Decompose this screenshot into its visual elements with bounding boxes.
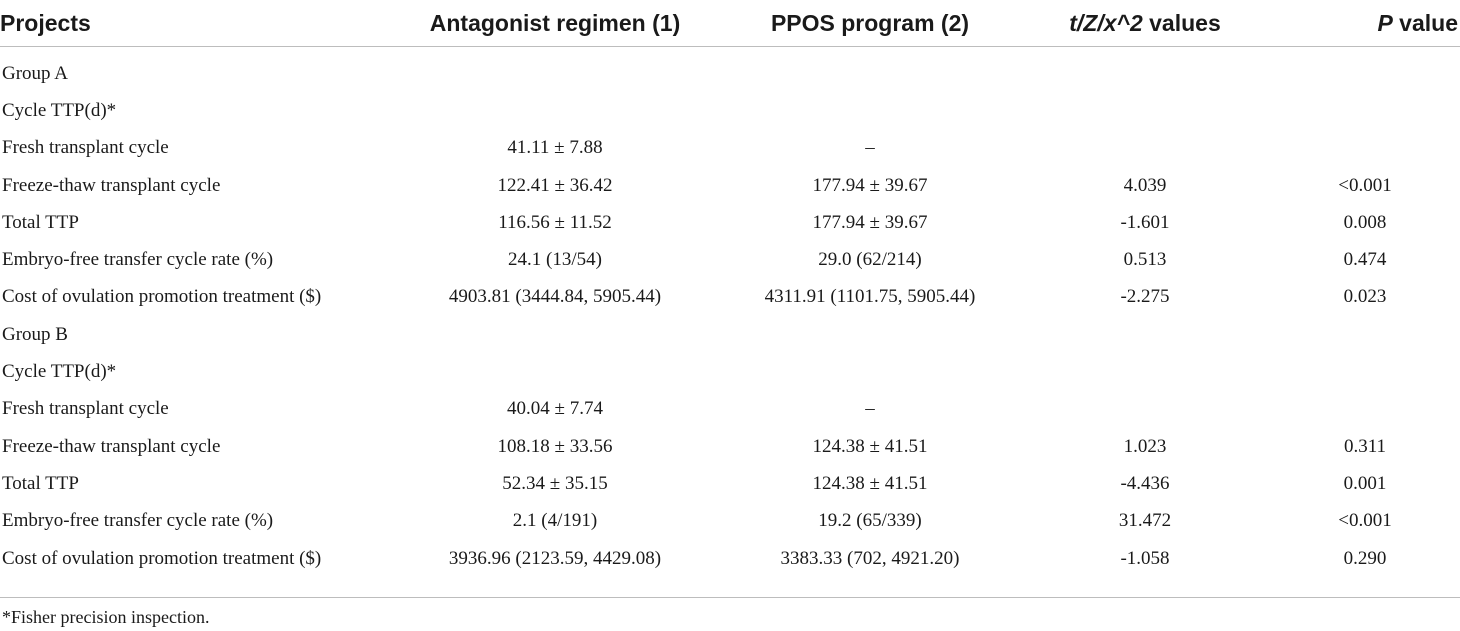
cell-antagonist: 52.34 ± 35.15 — [502, 472, 608, 494]
cell-p-value — [1270, 92, 1460, 129]
cell-project: Cost of ovulation promotion treatment ($) — [2, 286, 322, 308]
cell-project: Embryo-free transfer cycle rate (%) — [2, 510, 274, 532]
bottom-rule — [0, 597, 1460, 598]
cell-antagonist — [390, 316, 720, 353]
table-row — [0, 204, 1460, 241]
cell-p-value: <0.001 — [1338, 174, 1392, 196]
cell-statistic: 4.039 — [1123, 174, 1167, 196]
header-row — [0, 0, 1460, 47]
header-antagonist-regimen: Antagonist regimen (1) — [390, 0, 720, 47]
table-row — [0, 130, 1460, 167]
cell-ppos: 19.2 (65/339) — [818, 510, 922, 532]
cell-ppos — [720, 316, 1020, 353]
cell-project: Embryo-free transfer cycle rate (%) — [2, 249, 274, 271]
cell-p-value: 0.001 — [1343, 472, 1387, 494]
cell-ppos — [720, 353, 1020, 390]
cell-project: Cycle TTP(d)* — [2, 99, 117, 121]
cell-statistic — [1020, 353, 1270, 390]
cell-antagonist: 4903.81 (3444.84, 5905.44) — [448, 286, 662, 308]
table-row — [0, 353, 1460, 390]
cell-p-value — [1270, 316, 1460, 353]
cell-antagonist: 108.18 ± 33.56 — [497, 435, 613, 457]
header-test-statistic-symbol: t/Z/x^2 — [1069, 9, 1143, 36]
table-row — [0, 47, 1460, 93]
cell-statistic: 0.513 — [1123, 249, 1167, 271]
cell-project: Group A — [2, 62, 68, 84]
cell-p-value: 0.290 — [1343, 547, 1387, 569]
cell-project: Total TTP — [2, 472, 79, 494]
cell-project: Fresh transplant cycle — [2, 137, 169, 159]
cell-statistic — [1020, 47, 1270, 93]
cell-ppos — [720, 92, 1020, 129]
cell-p-value — [1270, 130, 1460, 167]
cell-ppos: – — [865, 137, 875, 159]
cell-project: Freeze-thaw transplant cycle — [2, 174, 221, 196]
cell-antagonist — [390, 47, 720, 93]
cell-antagonist: 3936.96 (2123.59, 4429.08) — [448, 547, 662, 569]
cell-statistic — [1020, 130, 1270, 167]
table-row — [0, 503, 1460, 540]
cell-p-value — [1270, 391, 1460, 428]
cell-ppos: 4311.91 (1101.75, 5905.44) — [764, 286, 976, 308]
cell-statistic: 1.023 — [1123, 435, 1167, 457]
cell-statistic: -1.058 — [1120, 547, 1170, 569]
table-row — [0, 428, 1460, 465]
table-row — [0, 92, 1460, 129]
cell-p-value: 0.311 — [1343, 435, 1387, 457]
table-footnote: *Fisher precision inspection. — [2, 607, 210, 627]
table-row — [0, 391, 1460, 428]
cell-ppos: 177.94 ± 39.67 — [812, 174, 928, 196]
cell-project: Group B — [2, 323, 68, 345]
header-test-statistic — [1020, 0, 1270, 47]
cell-ppos: 124.38 ± 41.51 — [812, 472, 928, 494]
cell-statistic — [1020, 391, 1270, 428]
cell-ppos — [720, 47, 1020, 93]
cell-ppos: – — [865, 398, 875, 420]
cell-antagonist: 40.04 ± 7.74 — [507, 398, 603, 420]
header-p-value — [1270, 0, 1460, 47]
cell-antagonist: 24.1 (13/54) — [508, 249, 602, 271]
cell-p-value: 0.008 — [1343, 211, 1387, 233]
cell-p-value: 0.474 — [1343, 249, 1387, 271]
cell-statistic: -1.601 — [1120, 211, 1170, 233]
cell-statistic — [1020, 316, 1270, 353]
cell-antagonist — [390, 353, 720, 390]
cell-project: Total TTP — [2, 211, 79, 233]
cell-ppos: 3383.33 (702, 4921.20) — [780, 547, 960, 569]
table-body — [0, 47, 1460, 582]
cell-antagonist: 2.1 (4/191) — [512, 510, 598, 532]
cell-ppos: 124.38 ± 41.51 — [812, 435, 928, 457]
table-header — [0, 0, 1460, 47]
cell-project: Fresh transplant cycle — [2, 398, 169, 420]
cell-p-value — [1270, 47, 1460, 93]
cell-p-value — [1270, 353, 1460, 390]
header-projects: Projects — [0, 0, 390, 47]
table-row — [0, 279, 1460, 316]
table-row — [0, 241, 1460, 278]
cell-project: Cost of ovulation promotion treatment ($) — [2, 547, 322, 569]
cell-statistic: -4.436 — [1120, 472, 1170, 494]
cell-statistic — [1020, 92, 1270, 129]
cell-antagonist: 116.56 ± 11.52 — [498, 211, 612, 233]
header-p-suffix: value — [1392, 9, 1458, 36]
cell-antagonist: 122.41 ± 36.42 — [497, 174, 613, 196]
table-row — [0, 540, 1460, 581]
cell-statistic: -2.275 — [1120, 286, 1170, 308]
cell-ppos: 177.94 ± 39.67 — [812, 211, 928, 233]
cell-project: Freeze-thaw transplant cycle — [2, 435, 221, 457]
cell-p-value: <0.001 — [1338, 510, 1392, 532]
header-test-statistic-suffix: values — [1142, 9, 1221, 36]
cell-p-value: 0.023 — [1343, 286, 1387, 308]
header-p-symbol: P — [1377, 9, 1393, 36]
table-row — [0, 167, 1460, 204]
header-ppos-program: PPOS program (2) — [720, 0, 1020, 47]
cell-antagonist — [390, 92, 720, 129]
cell-antagonist: 41.11 ± 7.88 — [507, 137, 603, 159]
table-row — [0, 465, 1460, 502]
cell-statistic: 31.472 — [1118, 510, 1172, 532]
cell-ppos: 29.0 (62/214) — [818, 249, 922, 271]
cell-project: Cycle TTP(d)* — [2, 361, 117, 383]
table-row — [0, 316, 1460, 353]
